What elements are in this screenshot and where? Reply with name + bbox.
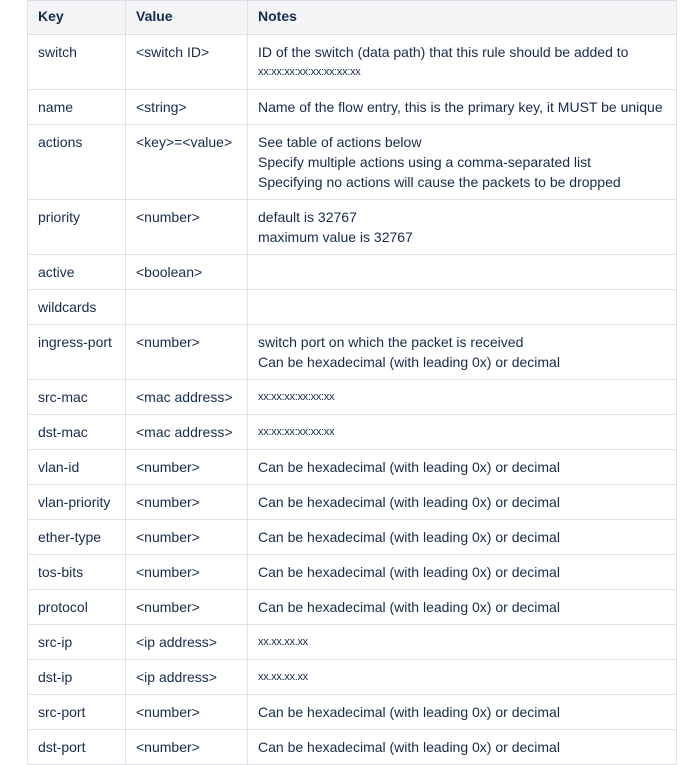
cell-notes — [248, 200, 677, 255]
cell-notes — [248, 415, 677, 450]
cell-value: <number> — [126, 590, 248, 625]
column-header-key: Key — [28, 1, 126, 35]
table-row — [28, 415, 677, 450]
cell-key: dst-port — [28, 730, 126, 765]
note-line: xx:xx:xx:xx:xx:xx — [258, 426, 335, 438]
table-row — [28, 660, 677, 695]
table-row — [28, 90, 677, 125]
table-row — [28, 485, 677, 520]
cell-notes — [248, 695, 677, 730]
cell-value: <key>=<value> — [126, 125, 248, 200]
cell-key: protocol — [28, 590, 126, 625]
column-header-value: Value — [126, 1, 248, 35]
cell-value: <number> — [126, 485, 248, 520]
flow-entry-table — [27, 0, 677, 765]
cell-value: <number> — [126, 520, 248, 555]
cell-notes — [248, 730, 677, 765]
note-line: maximum value is 32767 — [258, 229, 413, 245]
cell-value — [126, 290, 248, 325]
table-row — [28, 380, 677, 415]
table-row — [28, 555, 677, 590]
cell-notes — [248, 255, 677, 290]
table-row — [28, 255, 677, 290]
table-row — [28, 695, 677, 730]
note-line: Specify multiple actions using a comma-separated list — [258, 154, 592, 170]
cell-value: <number> — [126, 325, 248, 380]
note-line: xx:xx:xx:xx:xx:xx:xx:xx — [258, 66, 361, 78]
cell-value: <number> — [126, 200, 248, 255]
cell-notes — [248, 660, 677, 695]
note-line: xx.xx.xx.xx — [258, 636, 308, 648]
cell-notes — [248, 590, 677, 625]
cell-key: src-mac — [28, 380, 126, 415]
cell-value: <number> — [126, 695, 248, 730]
note-line: Specifying no actions will cause the packets to be dropped — [258, 174, 621, 190]
cell-value: <ip address> — [126, 625, 248, 660]
note-line: Can be hexadecimal (with leading 0x) or decimal — [258, 704, 560, 720]
table-row — [28, 450, 677, 485]
cell-key: vlan-priority — [28, 485, 126, 520]
flow-entry-table-container — [27, 0, 676, 765]
cell-key: tos-bits — [28, 555, 126, 590]
cell-value: <mac address> — [126, 415, 248, 450]
note-line: Can be hexadecimal (with leading 0x) or decimal — [258, 564, 560, 580]
cell-key: src-ip — [28, 625, 126, 660]
cell-key: wildcards — [28, 290, 126, 325]
cell-notes — [248, 90, 677, 125]
note-line: Can be hexadecimal (with leading 0x) or decimal — [258, 739, 560, 755]
cell-value: <boolean> — [126, 255, 248, 290]
table-row — [28, 200, 677, 255]
table-row — [28, 290, 677, 325]
note-line: switch port on which the packet is received — [258, 334, 524, 350]
cell-key: src-port — [28, 695, 126, 730]
cell-key: name — [28, 90, 126, 125]
note-line: Can be hexadecimal (with leading 0x) or decimal — [258, 599, 560, 615]
note-line: xx.xx.xx.xx — [258, 671, 308, 683]
table-body — [28, 35, 677, 765]
note-line: Can be hexadecimal (with leading 0x) or decimal — [258, 354, 560, 370]
cell-notes — [248, 555, 677, 590]
cell-notes — [248, 625, 677, 660]
cell-value: <string> — [126, 90, 248, 125]
cell-key: switch — [28, 35, 126, 90]
cell-notes — [248, 520, 677, 555]
table-row — [28, 625, 677, 660]
cell-value: <number> — [126, 555, 248, 590]
cell-key: dst-mac — [28, 415, 126, 450]
note-line: xx:xx:xx:xx:xx:xx — [258, 391, 335, 403]
cell-notes — [248, 485, 677, 520]
cell-key: active — [28, 255, 126, 290]
table-row — [28, 125, 677, 200]
note-line: ID of the switch (data path) that this rule should be added to — [258, 44, 629, 60]
cell-value: <switch ID> — [126, 35, 248, 90]
note-line: default is 32767 — [258, 209, 357, 225]
cell-notes — [248, 35, 677, 90]
cell-key: ether-type — [28, 520, 126, 555]
cell-notes — [248, 450, 677, 485]
table-row — [28, 590, 677, 625]
note-line: See table of actions below — [258, 134, 422, 150]
table-row — [28, 730, 677, 765]
cell-value: <number> — [126, 730, 248, 765]
cell-notes — [248, 290, 677, 325]
cell-key: ingress-port — [28, 325, 126, 380]
column-header-notes: Notes — [248, 1, 677, 35]
note-line: Can be hexadecimal (with leading 0x) or decimal — [258, 494, 560, 510]
table-row — [28, 520, 677, 555]
table-header-row — [28, 1, 677, 35]
cell-value: <number> — [126, 450, 248, 485]
cell-key: dst-ip — [28, 660, 126, 695]
cell-key: actions — [28, 125, 126, 200]
cell-notes — [248, 380, 677, 415]
cell-notes — [248, 325, 677, 380]
note-line: Can be hexadecimal (with leading 0x) or decimal — [258, 529, 560, 545]
table-row — [28, 35, 677, 90]
cell-value: <mac address> — [126, 380, 248, 415]
cell-key: vlan-id — [28, 450, 126, 485]
note-line: Name of the flow entry, this is the primary key, it MUST be unique — [258, 99, 663, 115]
cell-notes — [248, 125, 677, 200]
cell-key: priority — [28, 200, 126, 255]
cell-value: <ip address> — [126, 660, 248, 695]
table-row — [28, 325, 677, 380]
note-line: Can be hexadecimal (with leading 0x) or decimal — [258, 459, 560, 475]
